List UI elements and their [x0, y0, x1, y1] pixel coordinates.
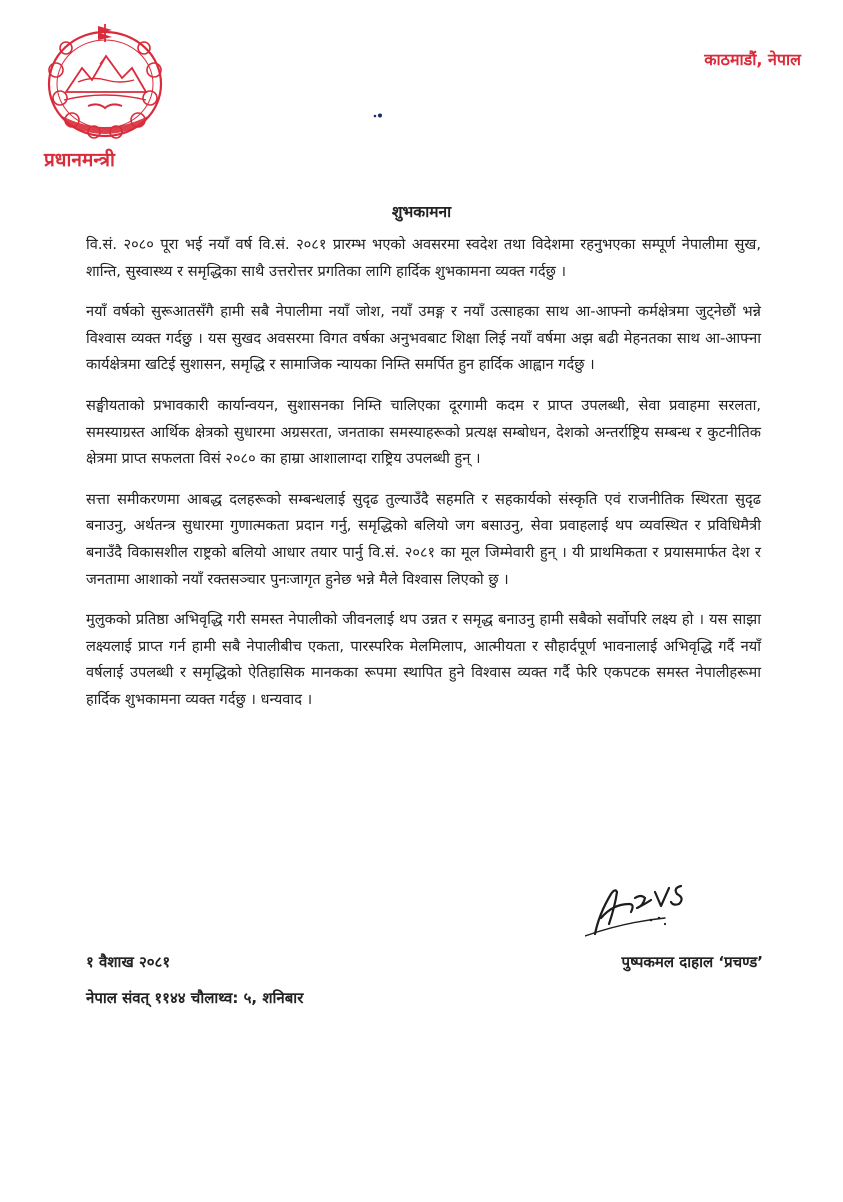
paragraph: सङ्घीयताको प्रभावकारी कार्यान्वयन, सुशासनका निम्ति चालिएका दूरगामी कदम र प्राप्त उपलब्धी, सेवा प्रवाहमा सरलता, समस्याग्रस्त आर्थिक क्षेत्रको सुधारमा अग्रसरता, जनताका समस्याहरूको प्रत्यक्ष सम्बोधन, देशको अन्तर्राष्ट्रिय सम्बन्ध र कुटनीतिक क्षेत्रमा प्राप्त सफलता विसं २०८० का हाम्रा आशालाग्दा राष्ट्रिय उपलब्धी हुन् ।	[86, 396, 761, 468]
letter-body	[86, 232, 761, 728]
ink-mark-icon	[372, 113, 386, 119]
date-bikram-sambat: १ वैशाख २०८१	[86, 953, 171, 971]
paragraph: नयाँ वर्षको सुरूआतसँगै हामी सबै नेपालीमा नयाँ जोश, नयाँ उमङ्ग र नयाँ उत्साहका साथ आ-आफ्नो कर्मक्षेत्रमा जुट्नेछौं भन्ने विश्वास व्यक्त गर्दछु । यस सुखद अवसरमा विगत वर्षका अनुभवबाट शिक्षा लिई नयाँ वर्षमा अझ बढी मेहनतका साथ आ-आफ्ना कार्यक्षेत्रमा खटिई सुशासन, समृद्धि र सामाजिक न्यायका निम्ति समर्पित हुन हार्दिक आह्वान गर्दछु ।	[86, 303, 761, 374]
signature-icon	[585, 874, 730, 944]
location-label: काठमाडौं, नेपाल	[704, 50, 801, 69]
signatory-name: पुष्पकमल दाहाल ‘प्रचण्ड’	[621, 953, 763, 971]
paragraph: वि.सं. २०८० पूरा भई नयाँ वर्ष वि.सं. २०८१ प्रारम्भ भएको अवसरमा स्वदेश तथा विदेशमा रहनुभएका सम्पूर्ण नेपालीमा सुख, शान्ति, सुस्वास्थ्य र समृद्धिका साथै उत्तरोत्तर प्रगतिका लागि हार्दिक शुभकामना व्यक्त गर्दछु ।	[86, 236, 761, 280]
paragraph: सत्ता समीकरणमा आबद्ध दलहरूको सम्बन्धलाई सुदृढ तुल्याउँदै सहमति र सहकार्यको संस्कृति एवं राजनीतिक स्थिरता सुदृढ बनाउनु, अर्थतन्त्र सुधारमा गुणात्मकता प्रदान गर्नु, समृद्धिको बलियो जग बसाउनु, सेवा प्रवाहलाई थप व्यवस्थित र प्रविधिमैत्री बनाउँदै विकासशील राष्ट्रको बलियो आधार तयार पार्नु वि.सं. २०८१ का मूल जिम्मेवारी हुन् । यी प्राथमिकता र प्रयासमार्फत देश र जनतामा आशाको नयाँ रक्तसञ्चार पुनःजागृत हुनेछ भन्ने मैले विश्वास लिएको छु ।	[86, 490, 761, 588]
letter-title: शुभकामना	[391, 203, 452, 221]
date-nepal-sambat: नेपाल संवत् ११४४ चौलाथ्व: ५, शनिबार	[86, 989, 304, 1007]
office-title: प्रधानमन्त्री	[44, 149, 115, 171]
nepal-emblem-icon	[42, 20, 168, 142]
paragraph: मुलुकको प्रतिष्ठा अभिवृद्धि गरी समस्त नेपालीको जीवनलाई थप उन्नत र समृद्ध बनाउनु हामी सबैको सर्वोपरि लक्ष्य हो । यस साझा लक्ष्यलाई प्राप्त गर्न हामी सबै नेपालीबीच एकता, पारस्परिक मेलमिलाप, आत्मीयता र सौहार्दपूर्ण भावनालाई अभिवृद्धि गर्दै नयाँ वर्षलाई उपलब्धी र समृद्धिको ऐतिहासिक मानकका रूपमा स्थापित हुने विश्वास व्यक्त गर्दै फेरि एकपटक समस्त नेपालीहरूमा हार्दिक शुभकामना व्यक्त गर्दछु । धन्यवाद ।	[86, 611, 761, 708]
